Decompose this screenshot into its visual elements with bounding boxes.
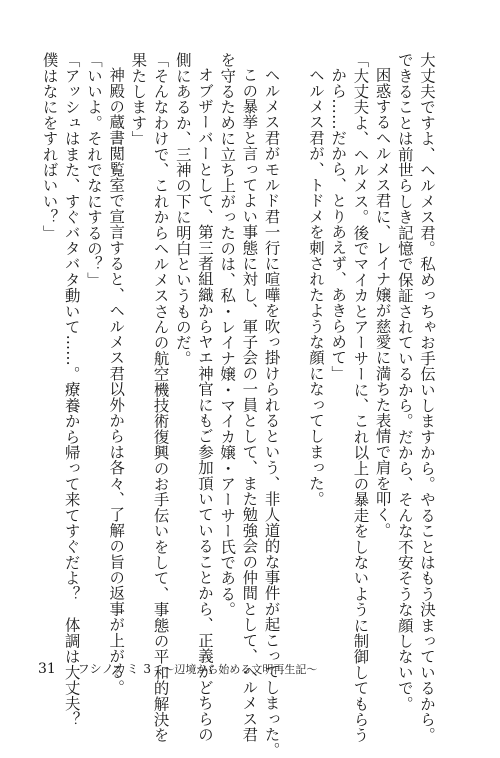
book-subtitle: ～辺境から始める文明再生記～ — [163, 663, 318, 676]
text-line: 困惑するヘルメス君に、レイナ嬢が慈愛に満ちた表情で肩を叩く。 — [373, 67, 392, 539]
text-line: 果たします」 — [129, 52, 148, 147]
page-footer — [38, 660, 317, 677]
text-line: から……だから、とりあえず、あきらめて」 — [329, 67, 348, 382]
text-line: 「そんなわけで、これからヘルメスさんの航空機技術復興のお手伝いをして、事態の平和的解決を — [151, 52, 170, 743]
text-line: ヘルメス君が、トドメを刺されたような顔になってしまった。 — [306, 67, 325, 507]
text-line: できることは前世らしき記憶で保証されているから。だから、そんな不安そうな顔しないで。 — [395, 52, 414, 712]
text-line: この暴挙と言ってよい事態に対し、軍子会の一員として、また勉強会の仲間として、ヘルメス君 — [240, 67, 259, 743]
page-number: 31 — [38, 661, 56, 677]
text-line: を守るために立ち上がったのは、私・レイナ嬢・マイカ嬢・アーサー氏である。 — [218, 52, 237, 618]
text-line: 側にあるか、三神の下に明白というものだ。 — [173, 52, 192, 366]
text-line: 神殿の蔵書閲覧室で宣言すると、ヘルメス君以外からは各々、了解の旨の返事が上がる。 — [107, 67, 126, 696]
text-line: 大丈夫ですよ、ヘルメス君。私めっちゃお手伝いしますから。やることはもう決まっているから。 — [418, 52, 436, 743]
text-line: 「いいよ。それでなにするの？」 — [84, 52, 103, 288]
blank-line — [283, 52, 305, 642]
text-line: 「アッシュはまた、すぐバタバタ動いて……。療養から帰って来てすぐだよ？ 体調は大丈夫？ — [62, 52, 81, 728]
book-title: フシノカミ 3 — [77, 662, 152, 676]
text-line: 「大丈夫よ、ヘルメス。後でマイカとアーサーに、これ以上の暴走をしないように制御してもらう — [351, 52, 370, 743]
text-line: 僕はなにをすればいい？」 — [40, 52, 59, 241]
text-line: オブザーバーとして、第三者組織からヤエ神官にもご参加頂いていることから、正義がどちらの — [195, 67, 214, 743]
text-line: ヘルメス君がモルド君一行に喧嘩を吹っ掛けられるという、非人道的な事件が起こってしまった。 — [262, 67, 281, 758]
